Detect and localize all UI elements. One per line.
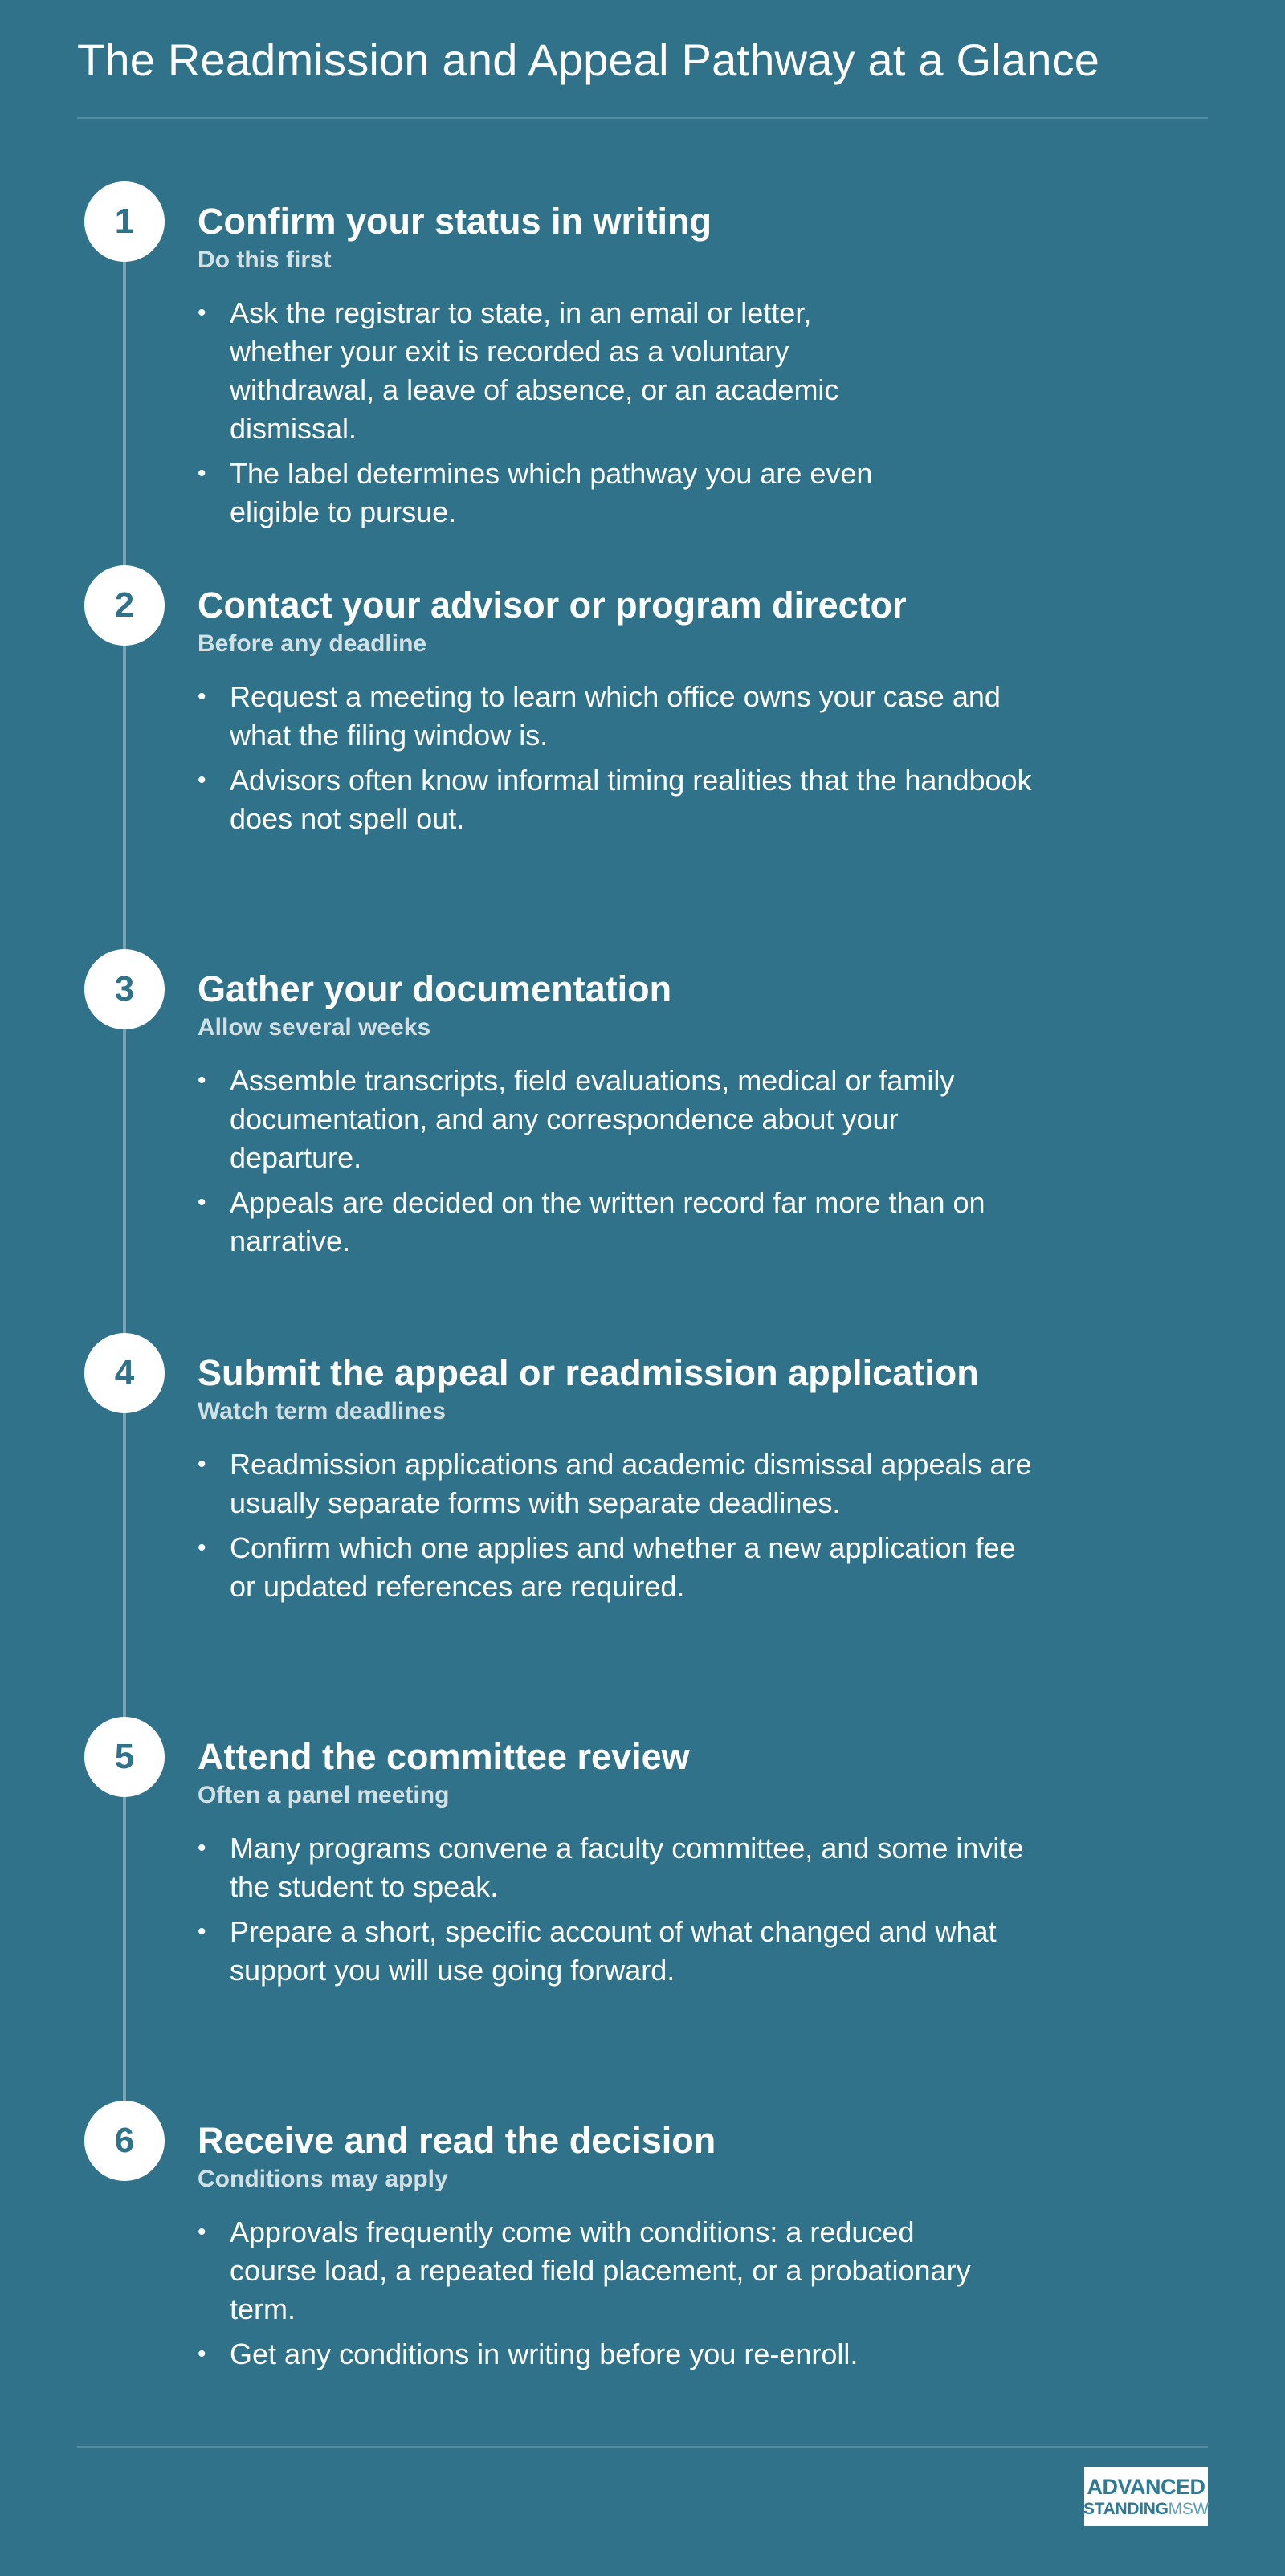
brand-logo — [1084, 2467, 1208, 2526]
step-number-circle: 4 — [84, 1333, 165, 1413]
step-subtitle: Do this first — [198, 247, 332, 273]
step-bullet: • The label determines which pathway you are even eligible to pursue. — [198, 454, 920, 532]
step-number-circle: 5 — [84, 1717, 165, 1797]
step-bullet-list — [198, 2213, 1033, 2374]
bottom-divider — [77, 2446, 1208, 2448]
logo-line-2 — [1083, 2501, 1209, 2517]
step-title: Confirm your status in writing — [198, 201, 712, 242]
step-bullet: • Many programs convene a faculty committee, and some invite the student to speak. — [198, 1829, 1033, 1906]
step-bullet-list — [198, 1445, 1033, 1606]
step-bullet: • Get any conditions in writing before you re-enroll. — [198, 2335, 1033, 2374]
step-number-circle: 2 — [84, 565, 165, 646]
logo-word-msw: MSW — [1168, 2499, 1210, 2518]
step-bullet: • Request a meeting to learn which office owns your case and what the filing window is. — [198, 678, 1033, 755]
step-bullet-list — [198, 678, 1033, 838]
step-subtitle: Conditions may apply — [198, 2166, 448, 2192]
step-bullet-list — [198, 1062, 1033, 1261]
step-subtitle: Watch term deadlines — [198, 1398, 446, 1425]
step-subtitle: Allow several weeks — [198, 1014, 431, 1041]
step-content — [198, 565, 1041, 845]
step-title: Contact your advisor or program director — [198, 585, 907, 626]
top-divider — [77, 117, 1208, 119]
step-subtitle: Often a panel meeting — [198, 1782, 450, 1808]
step-content — [198, 181, 1041, 538]
page-title: The Readmission and Appeal Pathway at a Glance — [77, 35, 1100, 85]
step-number-circle: 6 — [84, 2101, 165, 2181]
step-content — [198, 2101, 1041, 2380]
step-bullet-list — [198, 294, 1033, 532]
step-bullet: • Ask the registrar to state, in an email or letter, whether your exit is recorded as a voluntary withdrawal, a leave of absence, or an academic dismissal. — [198, 294, 888, 448]
timeline-line — [123, 222, 126, 2141]
step-bullet: • Confirm which one applies and whether a new application fee or updated references are required. — [198, 1529, 1033, 1606]
step-number-circle: 1 — [84, 181, 165, 262]
step-content — [198, 949, 1041, 1267]
step-bullet: • Approvals frequently come with conditions: a reduced course load, a repeated field placement, or a probationary term. — [198, 2213, 985, 2329]
step-content — [198, 1333, 1041, 1612]
step-title: Attend the committee review — [198, 1736, 690, 1777]
step-bullet: • Advisors often know informal timing realities that the handbook does not spell out. — [198, 761, 1033, 838]
step-title: Gather your documentation — [198, 968, 672, 1009]
step-bullet: • Prepare a short, specific account of what changed and what support you will use going forward. — [198, 1913, 1033, 1990]
step-content — [198, 1717, 1041, 1996]
step-bullet: • Assemble transcripts, field evaluations, medical or family documentation, and any correspondence about your departure. — [198, 1062, 1033, 1177]
step-bullet-list — [198, 1829, 1033, 1990]
logo-word-standing: STANDING — [1083, 2499, 1169, 2518]
logo-line-1: ADVANCED — [1087, 2474, 1205, 2499]
step-number-circle: 3 — [84, 949, 165, 1029]
step-title: Receive and read the decision — [198, 2120, 716, 2161]
step-subtitle: Before any deadline — [198, 630, 427, 657]
step-bullet: • Readmission applications and academic dismissal appeals are usually separate forms with separate deadlines. — [198, 1445, 1033, 1522]
step-bullet: • Appeals are decided on the written record far more than on narrative. — [198, 1184, 1033, 1261]
step-title: Submit the appeal or readmission application — [198, 1352, 979, 1393]
